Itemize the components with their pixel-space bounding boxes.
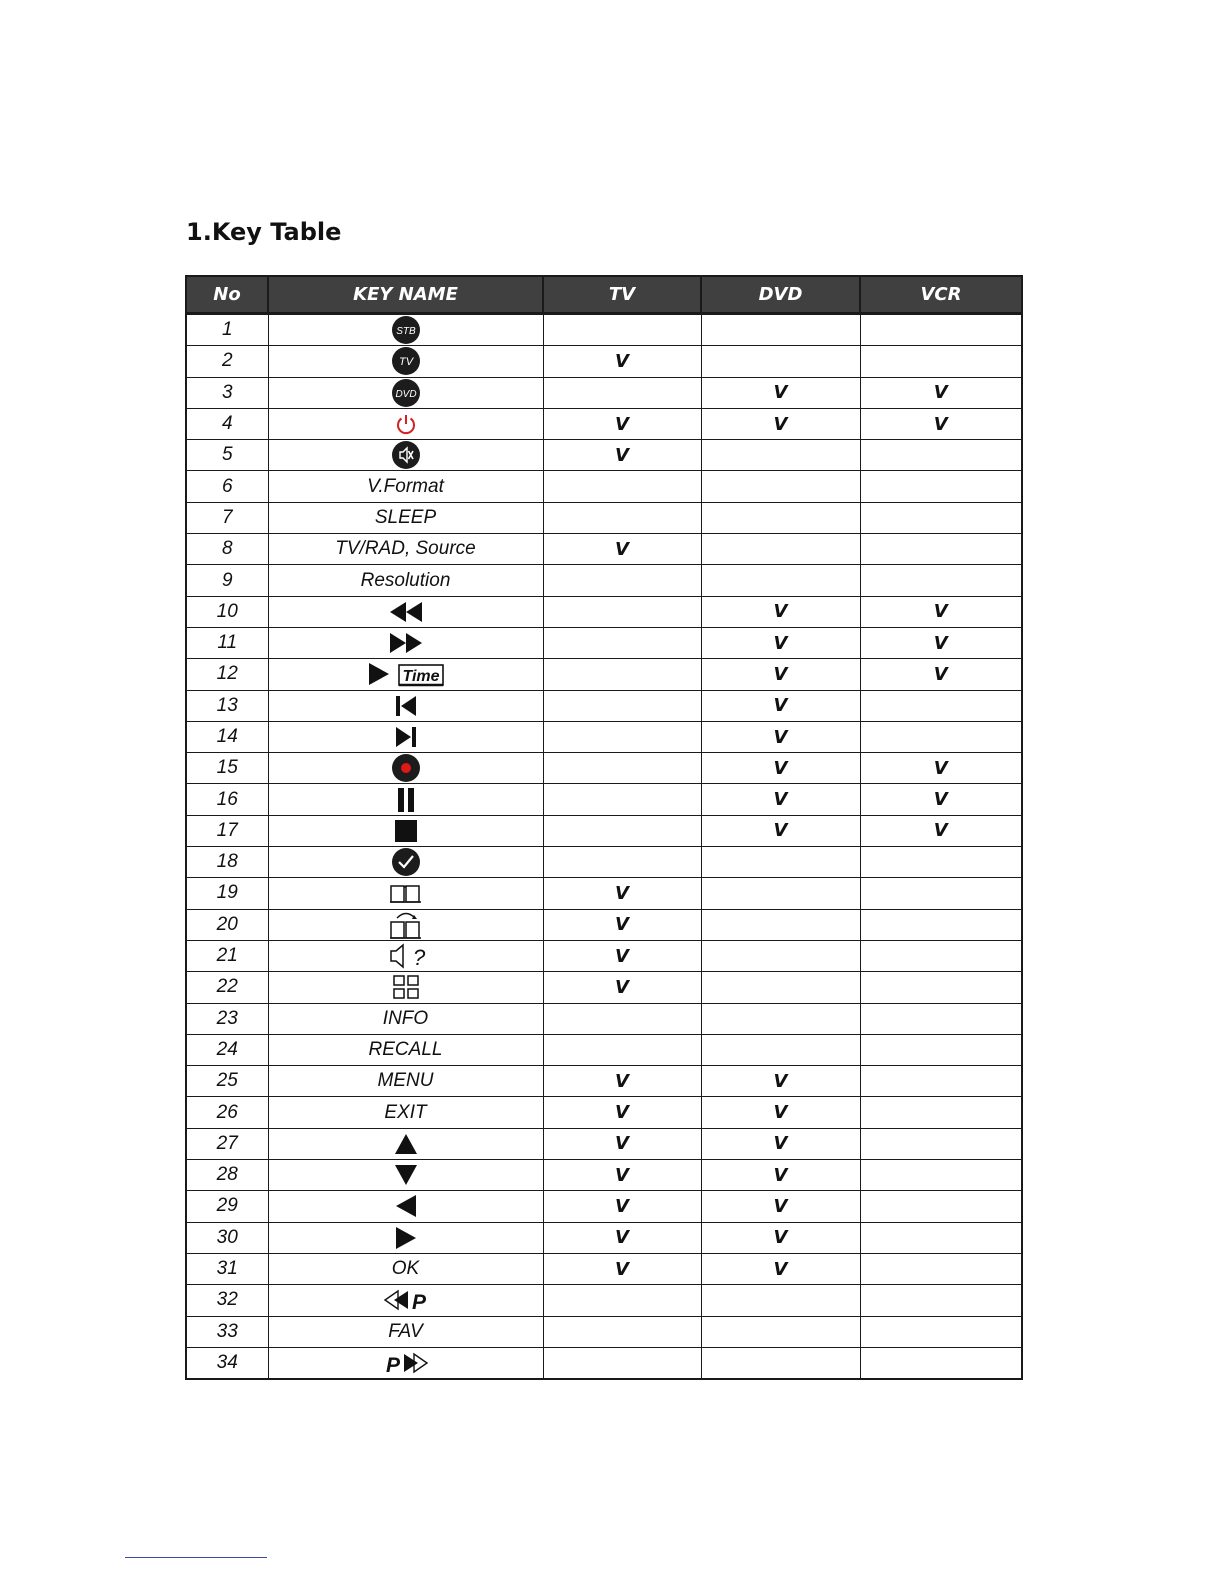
tv-support-cell (543, 1003, 701, 1034)
tv-support-cell: V (543, 440, 701, 471)
vcr-support-cell: V (860, 659, 1022, 690)
tv-support-cell (543, 314, 701, 346)
vcr-support-cell (860, 534, 1022, 565)
row-number: 9 (186, 565, 268, 596)
vcr-support-cell (860, 502, 1022, 533)
tv-support-cell: V (543, 972, 701, 1003)
key-name-cell (268, 1066, 543, 1097)
key-name-text: Resolution (360, 569, 451, 591)
row-number: 34 (186, 1347, 268, 1379)
dvd-support-cell (701, 471, 860, 502)
vcr-support-cell (860, 1066, 1022, 1097)
grid-icon (392, 974, 420, 1000)
dvd-support-cell: V (701, 1097, 860, 1128)
row-number: 15 (186, 753, 268, 784)
key-name-cell (268, 1253, 543, 1284)
table-row (186, 565, 1022, 596)
key-table (185, 275, 1023, 1380)
tv-support-cell: V (543, 346, 701, 377)
icon-label: P (385, 1353, 400, 1377)
arrow-up-icon (394, 1133, 418, 1155)
key-name-cell (268, 565, 543, 596)
key-name-cell (268, 753, 543, 784)
vcr-support-cell (860, 1160, 1022, 1191)
row-number: 33 (186, 1316, 268, 1347)
icon-label: DVD (394, 388, 417, 400)
table-row (186, 940, 1022, 971)
vcr-support-cell (860, 565, 1022, 596)
dvd-support-cell: V (701, 721, 860, 752)
tv-support-cell: V (543, 1097, 701, 1128)
dvd-support-cell: V (701, 784, 860, 815)
vcr-support-cell (860, 1128, 1022, 1159)
tv-support-cell (543, 565, 701, 596)
key-name-cell (268, 1097, 543, 1128)
tv-support-cell (543, 1316, 701, 1347)
key-name-cell (268, 815, 543, 846)
icon-label: STB (395, 326, 416, 338)
table-row (186, 753, 1022, 784)
mute-icon (391, 440, 421, 470)
dvd-support-cell (701, 346, 860, 377)
page-back-icon (384, 1288, 428, 1315)
vcr-support-cell (860, 314, 1022, 346)
teletext-reveal-icon (389, 910, 423, 940)
table-body (186, 314, 1022, 1380)
table-row (186, 1347, 1022, 1379)
tv-support-cell: V (543, 878, 701, 909)
table-row (186, 972, 1022, 1003)
page-forward-icon (384, 1351, 428, 1375)
key-name-text: EXIT (384, 1101, 427, 1123)
tv-icon (391, 346, 421, 376)
key-name-cell (268, 847, 543, 878)
dvd-support-cell: V (701, 596, 860, 627)
row-number: 1 (186, 314, 268, 346)
dvd-support-cell: V (701, 1066, 860, 1097)
tv-support-cell (543, 784, 701, 815)
vcr-support-cell (860, 1191, 1022, 1222)
tv-support-cell: V (543, 1191, 701, 1222)
tv-support-cell (543, 753, 701, 784)
row-number: 20 (186, 909, 268, 940)
vcr-support-cell (860, 721, 1022, 752)
vcr-support-cell (860, 878, 1022, 909)
tv-support-cell (543, 659, 701, 690)
page-title: 1.Key Table (186, 218, 342, 246)
vcr-support-cell: V (860, 627, 1022, 658)
vcr-support-cell (860, 440, 1022, 471)
key-name-cell (268, 1285, 543, 1316)
dvd-support-cell (701, 534, 860, 565)
tv-support-cell: V (543, 909, 701, 940)
dvd-support-cell: V (701, 815, 860, 846)
dvd-support-cell: V (701, 659, 860, 690)
table-row (186, 909, 1022, 940)
vcr-support-cell: V (860, 753, 1022, 784)
dvd-support-cell: V (701, 377, 860, 408)
row-number: 4 (186, 408, 268, 439)
dvd-support-cell (701, 909, 860, 940)
skip-forward-icon (394, 725, 418, 749)
tv-support-cell (543, 1034, 701, 1065)
dvd-support-cell (701, 1316, 860, 1347)
table-row (186, 784, 1022, 815)
tv-support-cell: V (543, 1128, 701, 1159)
table-row (186, 408, 1022, 439)
key-name-cell (268, 1191, 543, 1222)
row-number: 24 (186, 1034, 268, 1065)
dvd-support-cell (701, 502, 860, 533)
row-number: 8 (186, 534, 268, 565)
key-name-cell (268, 314, 543, 346)
dvd-support-cell (701, 972, 860, 1003)
row-number: 18 (186, 847, 268, 878)
row-number: 16 (186, 784, 268, 815)
vcr-support-cell (860, 1097, 1022, 1128)
vcr-support-cell: V (860, 408, 1022, 439)
row-number: 13 (186, 690, 268, 721)
dvd-icon (391, 378, 421, 408)
stop-icon (394, 819, 418, 843)
row-number: 25 (186, 1066, 268, 1097)
dvd-support-cell (701, 565, 860, 596)
icon-label: TV (398, 356, 413, 369)
skip-back-icon (394, 694, 418, 718)
vcr-support-cell (860, 1253, 1022, 1284)
key-name-cell (268, 596, 543, 627)
vcr-support-cell (860, 1222, 1022, 1253)
key-name-cell (268, 784, 543, 815)
tv-support-cell (543, 596, 701, 627)
table-row (186, 314, 1022, 346)
arrow-left-icon (395, 1194, 417, 1218)
key-name-text: SLEEP (374, 506, 437, 528)
row-number: 22 (186, 972, 268, 1003)
tv-support-cell (543, 377, 701, 408)
tv-support-cell (543, 627, 701, 658)
power-icon (394, 412, 418, 436)
row-number: 28 (186, 1160, 268, 1191)
table-row (186, 1253, 1022, 1284)
table-row (186, 534, 1022, 565)
dvd-support-cell: V (701, 1128, 860, 1159)
key-name-cell (268, 346, 543, 377)
row-number: 29 (186, 1191, 268, 1222)
vcr-support-cell: V (860, 815, 1022, 846)
row-number: 30 (186, 1222, 268, 1253)
pause-icon (395, 787, 417, 813)
key-name-cell (268, 1003, 543, 1034)
key-name-cell (268, 1160, 543, 1191)
key-name-cell (268, 659, 543, 690)
row-number: 10 (186, 596, 268, 627)
stb-icon (391, 315, 421, 345)
key-name-cell (268, 1222, 543, 1253)
header-key-name: KEY NAME (268, 276, 543, 314)
row-number: 3 (186, 377, 268, 408)
checkmark-icon (391, 847, 421, 877)
table-row (186, 1191, 1022, 1222)
key-name-cell (268, 408, 543, 439)
vcr-support-cell: V (860, 784, 1022, 815)
footer-rule (125, 1557, 267, 1558)
table-row (186, 627, 1022, 658)
dvd-support-cell (701, 314, 860, 346)
dvd-support-cell: V (701, 1222, 860, 1253)
table-row (186, 1066, 1022, 1097)
vcr-support-cell (860, 1034, 1022, 1065)
key-name-cell (268, 440, 543, 471)
table-row (186, 1222, 1022, 1253)
key-name-cell (268, 690, 543, 721)
row-number: 23 (186, 1003, 268, 1034)
dvd-support-cell: V (701, 1191, 860, 1222)
tv-support-cell: V (543, 408, 701, 439)
fast-forward-icon (388, 631, 424, 655)
key-name-cell (268, 377, 543, 408)
tv-support-cell (543, 847, 701, 878)
dvd-support-cell (701, 1347, 860, 1379)
tv-support-cell (543, 502, 701, 533)
row-number: 2 (186, 346, 268, 377)
header-no: No (186, 276, 268, 314)
table-row (186, 1003, 1022, 1034)
table-row (186, 721, 1022, 752)
vcr-support-cell (860, 1285, 1022, 1316)
icon-label: P (411, 1291, 426, 1315)
dvd-support-cell: V (701, 408, 860, 439)
header-dvd: DVD (701, 276, 860, 314)
vcr-support-cell: V (860, 596, 1022, 627)
tv-support-cell (543, 721, 701, 752)
play-time-icon (367, 661, 445, 687)
row-number: 32 (186, 1285, 268, 1316)
table-row (186, 878, 1022, 909)
key-name-cell (268, 721, 543, 752)
row-number: 21 (186, 940, 268, 971)
tv-support-cell (543, 1347, 701, 1379)
key-name-cell (268, 1128, 543, 1159)
table-row (186, 1034, 1022, 1065)
table-row (186, 596, 1022, 627)
table-row (186, 502, 1022, 533)
tv-support-cell (543, 690, 701, 721)
arrow-down-icon (394, 1164, 418, 1186)
table-row (186, 1097, 1022, 1128)
table-row (186, 1285, 1022, 1316)
key-name-text: RECALL (368, 1038, 443, 1060)
table-row (186, 659, 1022, 690)
dvd-support-cell (701, 878, 860, 909)
vcr-support-cell: V (860, 377, 1022, 408)
dvd-support-cell: V (701, 627, 860, 658)
dvd-support-cell: V (701, 690, 860, 721)
row-number: 31 (186, 1253, 268, 1284)
row-number: 14 (186, 721, 268, 752)
table-header-row (186, 276, 1022, 314)
key-name-text: INFO (382, 1007, 429, 1029)
key-name-text: V.Format (367, 475, 444, 497)
record-icon (391, 753, 421, 783)
row-number: 17 (186, 815, 268, 846)
vcr-support-cell (860, 690, 1022, 721)
tv-support-cell (543, 471, 701, 502)
table-row (186, 847, 1022, 878)
row-number: 7 (186, 502, 268, 533)
tv-support-cell (543, 815, 701, 846)
arrow-right-icon (395, 1226, 417, 1250)
row-number: 11 (186, 627, 268, 658)
dvd-support-cell (701, 1034, 860, 1065)
table-row (186, 1128, 1022, 1159)
table-row (186, 377, 1022, 408)
svg-text:?: ? (412, 945, 425, 971)
tv-support-cell (543, 1285, 701, 1316)
tv-support-cell: V (543, 534, 701, 565)
key-name-cell (268, 627, 543, 658)
dvd-support-cell: V (701, 1253, 860, 1284)
key-name-text: TV/RAD, Source (335, 538, 476, 560)
row-number: 19 (186, 878, 268, 909)
vcr-support-cell (860, 1316, 1022, 1347)
dvd-support-cell (701, 1285, 860, 1316)
key-name-cell (268, 940, 543, 971)
key-name-cell (268, 972, 543, 1003)
rewind-icon (388, 600, 424, 624)
table-row (186, 471, 1022, 502)
table-row (186, 346, 1022, 377)
header-vcr: VCR (860, 276, 1022, 314)
icon-label: Time (401, 668, 440, 686)
audio-help-icon (389, 943, 423, 969)
dvd-support-cell: V (701, 753, 860, 784)
vcr-support-cell (860, 909, 1022, 940)
teletext-book-icon (389, 882, 423, 904)
key-name-text: MENU (377, 1070, 434, 1092)
row-number: 27 (186, 1128, 268, 1159)
vcr-support-cell (860, 972, 1022, 1003)
row-number: 5 (186, 440, 268, 471)
row-number: 12 (186, 659, 268, 690)
table-row (186, 1160, 1022, 1191)
tv-support-cell: V (543, 940, 701, 971)
vcr-support-cell (860, 471, 1022, 502)
key-name-cell (268, 878, 543, 909)
vcr-support-cell (860, 847, 1022, 878)
table-row (186, 690, 1022, 721)
dvd-support-cell (701, 940, 860, 971)
table-row (186, 1316, 1022, 1347)
key-name-cell (268, 1316, 543, 1347)
tv-support-cell: V (543, 1253, 701, 1284)
dvd-support-cell (701, 847, 860, 878)
vcr-support-cell (860, 1003, 1022, 1034)
key-name-cell (268, 534, 543, 565)
row-number: 26 (186, 1097, 268, 1128)
tv-support-cell: V (543, 1222, 701, 1253)
tv-support-cell: V (543, 1160, 701, 1191)
dvd-support-cell: V (701, 1160, 860, 1191)
key-name-text: OK (391, 1258, 420, 1280)
key-name-text: FAV (388, 1320, 423, 1342)
key-name-cell (268, 1347, 543, 1379)
tv-support-cell: V (543, 1066, 701, 1097)
vcr-support-cell (860, 346, 1022, 377)
key-name-cell (268, 502, 543, 533)
vcr-support-cell (860, 940, 1022, 971)
header-tv: TV (543, 276, 701, 314)
table-row (186, 815, 1022, 846)
key-name-cell (268, 909, 543, 940)
dvd-support-cell (701, 1003, 860, 1034)
dvd-support-cell (701, 440, 860, 471)
key-name-cell (268, 471, 543, 502)
row-number: 6 (186, 471, 268, 502)
table-row (186, 440, 1022, 471)
vcr-support-cell (860, 1347, 1022, 1379)
key-name-cell (268, 1034, 543, 1065)
